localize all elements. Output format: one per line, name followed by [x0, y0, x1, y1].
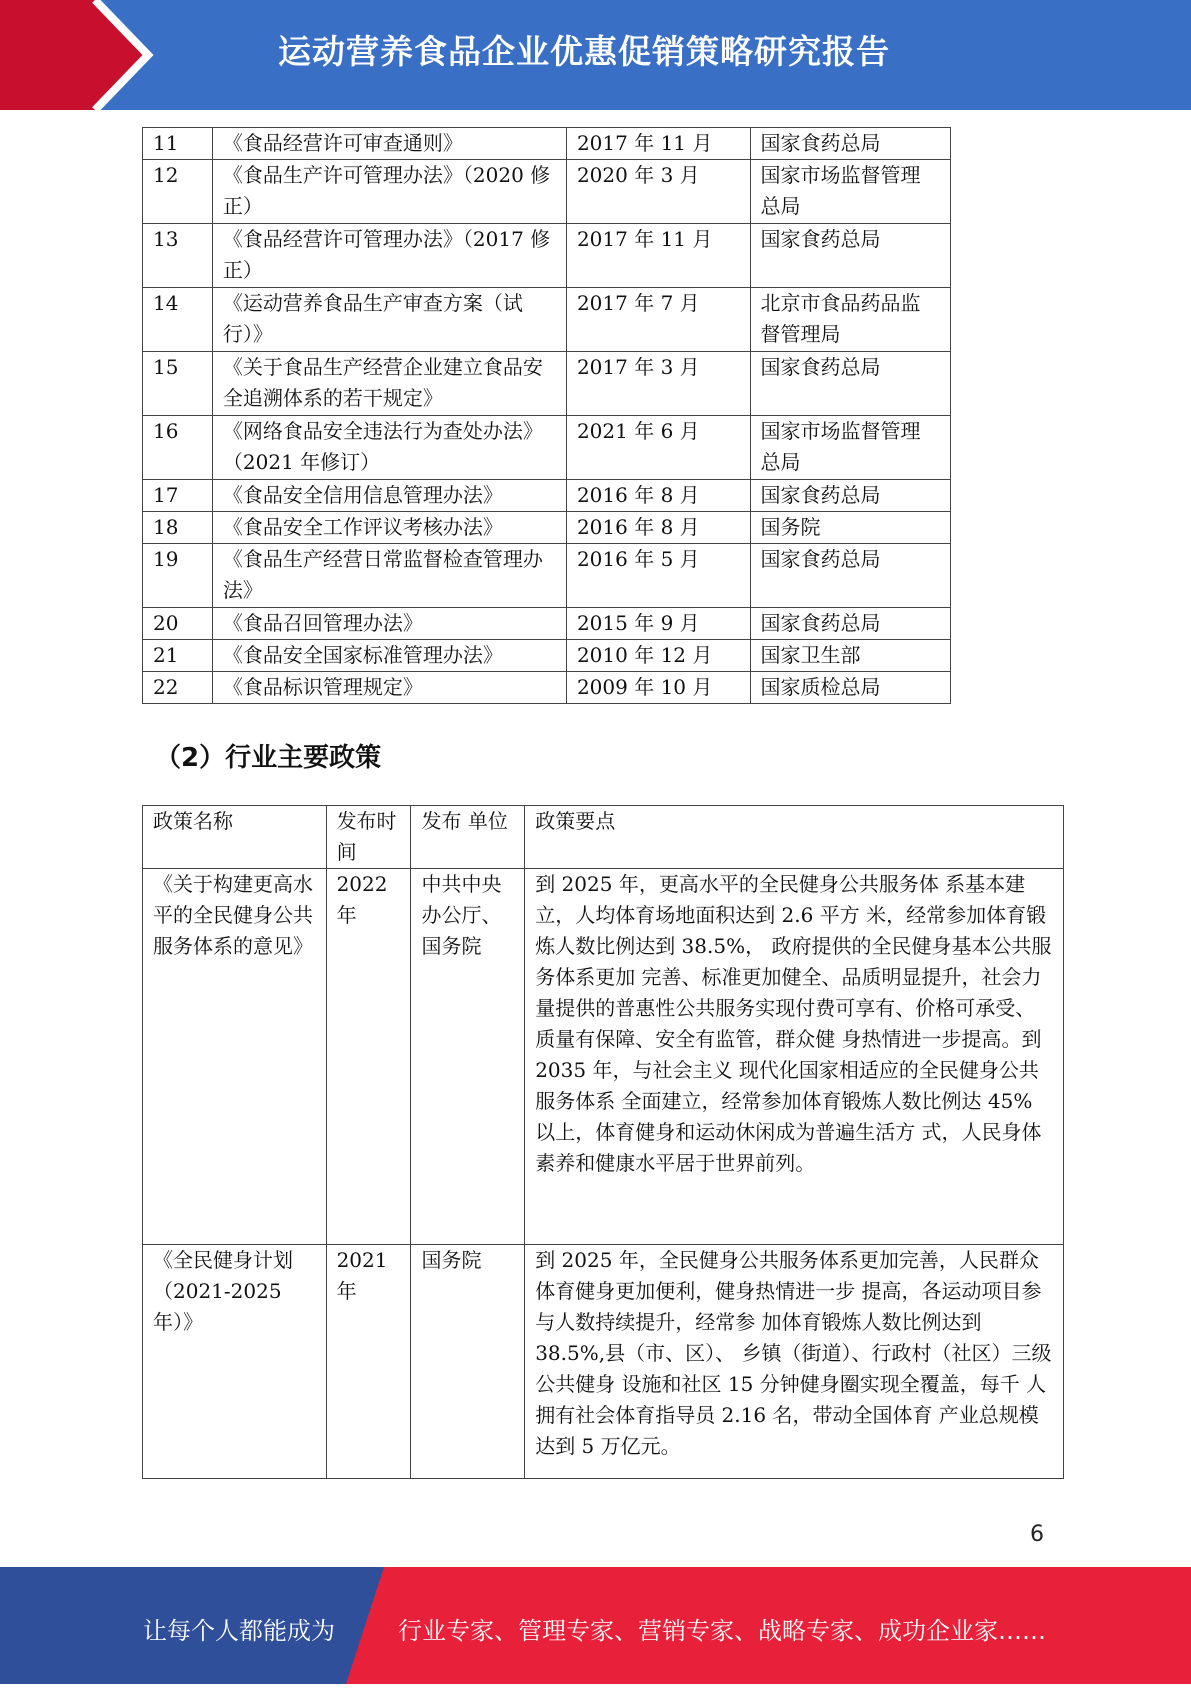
- policy-row: [143, 869, 1064, 1245]
- policy-points: 到 2025 年，全民健身公共服务体系更加完善，人民群众体育健身更加便利，健身热情进一步 提高，各运动项目参与人数持续提升，经常参 加体育锻炼人数比例达到 38.5%,县（市、区）、 乡镇（街道）、行政村（社区）三级公共健身 设施和社区 15 分钟健身圈实现全覆盖，每千 人拥有社会体育指导员 2.16 名，带动全国体育 产业总规模达到 5 万亿元。: [525, 1245, 1064, 1479]
- section-heading: （2）行业主要政策: [155, 743, 382, 773]
- footer-slogan-left: 让每个人都能成为: [143, 1617, 335, 1645]
- regulation-issuer: 国家卫生部: [750, 640, 950, 672]
- header-policy-points: 政策要点: [525, 806, 1064, 869]
- regulation-number: 20: [143, 608, 213, 640]
- regulation-number: 13: [143, 224, 213, 288]
- regulation-number: 22: [143, 672, 213, 704]
- regulation-row: [143, 128, 951, 160]
- regulation-number: 17: [143, 480, 213, 512]
- regulation-name: 《关于食品生产经营企业建立食品安全追溯体系的若干规定》: [212, 352, 566, 416]
- regulation-name: 《食品召回管理办法》: [212, 608, 566, 640]
- regulation-row: [143, 608, 951, 640]
- regulation-name: 《食品生产经营日常监督检查管理办法》: [212, 544, 566, 608]
- report-title: 运动营养食品企业优惠促销策略研究报告: [278, 32, 890, 71]
- policy-points: 到 2025 年，更高水平的全民健身公共服务体 系基本建立，人均体育场地面积达到 2.6 平方 米，经常参加体育锻炼人数比例达到 38.5%， 政府提供的全民健身基本公共服务体系更加 完善、标准更加健全、品质明显提升，社会力 量提供的普惠性公共服务实现付费可享有、价格可承受、质量有保障、安全有监管，群众健 身热情进一步提高。到 2035 年，与社会主义 现代化国家相适应的全民健身公共服务体系 全面建立，经常参加体育锻炼人数比例达 45% 以上，体育健身和运动休闲成为普遍生活方 式，人民身体素养和健康水平居于世界前列。: [525, 869, 1064, 1245]
- regulation-number: 15: [143, 352, 213, 416]
- regulation-name: 《食品经营许可审查通则》: [212, 128, 566, 160]
- regulation-row: [143, 352, 951, 416]
- policy-row: [143, 1245, 1064, 1479]
- regulation-number: 16: [143, 416, 213, 480]
- policy-time: 2021 年: [326, 1245, 411, 1479]
- regulation-number: 14: [143, 288, 213, 352]
- regulation-issuer: 国家市场监督管理总局: [750, 416, 950, 480]
- regulation-name: 《运动营养食品生产审查方案（试行）》: [212, 288, 566, 352]
- regulation-issuer: 国家食药总局: [750, 352, 950, 416]
- regulation-issuer: 国家食药总局: [750, 544, 950, 608]
- regulation-row: [143, 640, 951, 672]
- regulation-date: 2009 年 10 月: [566, 672, 750, 704]
- regulation-name: 《食品经营许可管理办法》（2017 修正）: [212, 224, 566, 288]
- regulation-name: 《食品标识管理规定》: [212, 672, 566, 704]
- regulation-name: 《食品生产许可管理办法》（2020 修正）: [212, 160, 566, 224]
- header-release-unit: 发布 单位: [411, 806, 525, 869]
- regulation-row: [143, 224, 951, 288]
- regulation-date: 2016 年 5 月: [566, 544, 750, 608]
- page-header: [0, 0, 1191, 110]
- regulation-issuer: 国家食药总局: [750, 608, 950, 640]
- regulation-number: 11: [143, 128, 213, 160]
- regulation-issuer: 北京市食品药品监督管理局: [750, 288, 950, 352]
- regulation-number: 12: [143, 160, 213, 224]
- regulation-date: 2017 年 11 月: [566, 128, 750, 160]
- regulation-date: 2010 年 12 月: [566, 640, 750, 672]
- regulation-date: 2020 年 3 月: [566, 160, 750, 224]
- regulation-row: [143, 544, 951, 608]
- header-policy-name: 政策名称: [143, 806, 327, 869]
- policy-unit: 中共中央办公厅、国务院: [411, 869, 525, 1245]
- policy-time: 2022 年: [326, 869, 411, 1245]
- regulation-name: 《食品安全信用信息管理办法》: [212, 480, 566, 512]
- regulation-name: 《食品安全工作评议考核办法》: [212, 512, 566, 544]
- policy-table-header-row: [143, 806, 1064, 869]
- regulation-date: 2021 年 6 月: [566, 416, 750, 480]
- regulation-issuer: 国家质检总局: [750, 672, 950, 704]
- regulations-table: [142, 127, 951, 704]
- regulation-row: [143, 416, 951, 480]
- regulation-number: 19: [143, 544, 213, 608]
- header-release-time: 发布时间: [326, 806, 411, 869]
- policy-table: [142, 805, 1064, 1479]
- regulation-date: 2016 年 8 月: [566, 480, 750, 512]
- regulation-date: 2017 年 7 月: [566, 288, 750, 352]
- regulation-row: [143, 480, 951, 512]
- regulation-issuer: 国家食药总局: [750, 128, 950, 160]
- regulation-issuer: 国家食药总局: [750, 480, 950, 512]
- footer-slogan-right: 行业专家、管理专家、营销专家、战略专家、成功企业家……: [398, 1617, 1046, 1645]
- policy-unit: 国务院: [411, 1245, 525, 1479]
- regulation-name: 《网络食品安全违法行为查处办法》 （2021 年修订）: [212, 416, 566, 480]
- regulation-row: [143, 672, 951, 704]
- regulation-name: 《食品安全国家标准管理办法》: [212, 640, 566, 672]
- regulation-row: [143, 512, 951, 544]
- regulation-date: 2016 年 8 月: [566, 512, 750, 544]
- regulation-number: 21: [143, 640, 213, 672]
- regulation-number: 18: [143, 512, 213, 544]
- policy-name: 《关于构建更高水平的全民健身公共服务体系的意见》: [143, 869, 327, 1245]
- regulation-issuer: 国家市场监督管理总局: [750, 160, 950, 224]
- regulation-row: [143, 160, 951, 224]
- policy-name: 《全民健身计划（2021-2025 年）》: [143, 1245, 327, 1479]
- regulation-issuer: 国家食药总局: [750, 224, 950, 288]
- page-number: 6: [1030, 1522, 1044, 1547]
- regulation-date: 2015 年 9 月: [566, 608, 750, 640]
- regulation-date: 2017 年 3 月: [566, 352, 750, 416]
- regulation-row: [143, 288, 951, 352]
- regulation-issuer: 国务院: [750, 512, 950, 544]
- regulation-date: 2017 年 11 月: [566, 224, 750, 288]
